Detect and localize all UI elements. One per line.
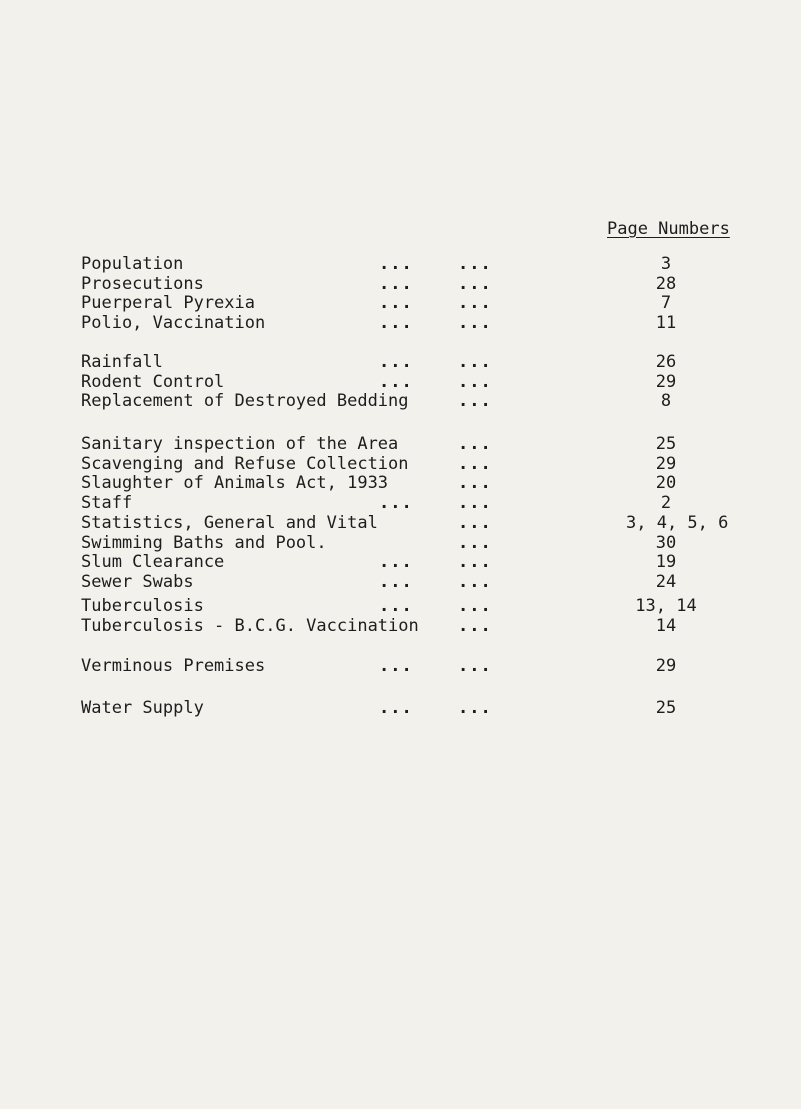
index-entry bbox=[81, 434, 741, 456]
index-entry-page-number: 30 bbox=[655, 532, 677, 553]
index-entry-label: Replacement of Destroyed Bedding bbox=[81, 391, 409, 412]
index-entry-page-number: 11 bbox=[655, 313, 677, 334]
index-entry-label: Sanitary inspection of the Area bbox=[81, 434, 399, 454]
index-entry bbox=[81, 473, 741, 495]
page-numbers-heading: Page Numbers bbox=[607, 219, 730, 239]
index-entry bbox=[81, 552, 741, 574]
index-entry-label: Prosecutions bbox=[81, 273, 204, 294]
index-entry bbox=[81, 313, 741, 335]
leader-dots: ... bbox=[458, 293, 492, 314]
index-entry bbox=[81, 254, 741, 276]
leader-dots: ... bbox=[458, 434, 492, 454]
leader-dots: ... bbox=[379, 313, 413, 334]
index-entry-page-number: 8 bbox=[660, 391, 672, 412]
index-entry-page-number: 7 bbox=[660, 293, 672, 314]
leader-dots: ... bbox=[379, 293, 413, 314]
index-entry-page-number: 20 bbox=[655, 473, 677, 494]
index-entry-page-number: 29 bbox=[655, 453, 677, 474]
leader-dots: ... bbox=[458, 352, 492, 372]
index-entry-label: Staff bbox=[81, 493, 133, 514]
index-entry-label: Tuberculosis bbox=[81, 596, 204, 616]
leader-dots: ... bbox=[379, 352, 413, 372]
index-entry-label: Water Supply bbox=[81, 698, 204, 718]
leader-dots: ... bbox=[458, 371, 492, 392]
leader-dots: ... bbox=[379, 698, 413, 718]
index-entry bbox=[81, 698, 741, 720]
index-entry-label: Verminous Premises bbox=[81, 656, 266, 676]
index-entry-label: Swimming Baths and Pool. bbox=[81, 532, 327, 553]
leader-dots: ... bbox=[458, 571, 492, 592]
leader-dots: ... bbox=[458, 273, 492, 294]
index-entry-page-number: 13, 14 bbox=[635, 596, 697, 616]
index-entry-label: Slum Clearance bbox=[81, 552, 225, 573]
index-entry-page-number: 3 bbox=[660, 254, 672, 274]
leader-dots: ... bbox=[379, 552, 413, 573]
index-entry-label: Population bbox=[81, 254, 184, 274]
leader-dots: ... bbox=[458, 391, 492, 412]
index-entry bbox=[81, 596, 741, 618]
leader-dots: ... bbox=[458, 453, 492, 474]
index-entry-label: Rainfall bbox=[81, 352, 163, 372]
index-entry-label: Scavenging and Refuse Collection bbox=[81, 453, 409, 474]
index-entry-label: Polio, Vaccination bbox=[81, 313, 266, 334]
leader-dots: ... bbox=[379, 571, 413, 592]
index-entry bbox=[81, 293, 741, 315]
index-entry bbox=[81, 391, 741, 413]
leader-dots: ... bbox=[458, 254, 492, 274]
leader-dots: ... bbox=[379, 371, 413, 392]
leader-dots: ... bbox=[379, 273, 413, 294]
index-entry-page-number: 25 bbox=[655, 434, 677, 454]
leader-dots: ... bbox=[379, 596, 413, 616]
index-entry bbox=[81, 572, 741, 594]
index-entry-page-number: 29 bbox=[655, 656, 677, 676]
index-entry-page-number: 28 bbox=[655, 273, 677, 294]
index-entry-page-number: 19 bbox=[655, 552, 677, 573]
index-entry-label: Statistics, General and Vital bbox=[81, 512, 378, 533]
index-entry-label: Puerperal Pyrexia bbox=[81, 293, 255, 314]
leader-dots: ... bbox=[458, 596, 492, 616]
index-entry-label: Rodent Control bbox=[81, 371, 225, 392]
index-entry-label: Sewer Swabs bbox=[81, 571, 194, 592]
leader-dots: ... bbox=[458, 615, 492, 636]
leader-dots: ... bbox=[458, 698, 492, 718]
index-entry bbox=[81, 656, 741, 678]
index-entry-page-number: 3, 4, 5, 6 bbox=[626, 512, 729, 533]
index-entry bbox=[81, 533, 741, 555]
leader-dots: ... bbox=[458, 656, 492, 676]
leader-dots: ... bbox=[379, 656, 413, 676]
index-entry bbox=[81, 493, 741, 515]
index-entry bbox=[81, 616, 741, 638]
index-entry-label: Tuberculosis - B.C.G. Vaccination bbox=[81, 615, 419, 636]
index-entry-page-number: 24 bbox=[655, 571, 677, 592]
index-entry-page-number: 14 bbox=[655, 615, 677, 636]
leader-dots: ... bbox=[458, 552, 492, 573]
leader-dots: ... bbox=[379, 493, 413, 514]
index-entry bbox=[81, 513, 741, 535]
index-entry bbox=[81, 274, 741, 296]
index-entry-page-number: 26 bbox=[655, 352, 677, 372]
index-entry-page-number: 25 bbox=[655, 698, 677, 718]
index-entry bbox=[81, 454, 741, 476]
index-entry-page-number: 2 bbox=[660, 493, 672, 514]
leader-dots: ... bbox=[458, 532, 492, 553]
index-entry-label: Slaughter of Animals Act, 1933 bbox=[81, 473, 389, 494]
index-entry bbox=[81, 372, 741, 394]
leader-dots: ... bbox=[458, 473, 492, 494]
leader-dots: ... bbox=[458, 493, 492, 514]
leader-dots: ... bbox=[458, 313, 492, 334]
index-entry-page-number: 29 bbox=[655, 371, 677, 392]
leader-dots: ... bbox=[379, 254, 413, 274]
leader-dots: ... bbox=[458, 512, 492, 533]
index-entry bbox=[81, 352, 741, 374]
